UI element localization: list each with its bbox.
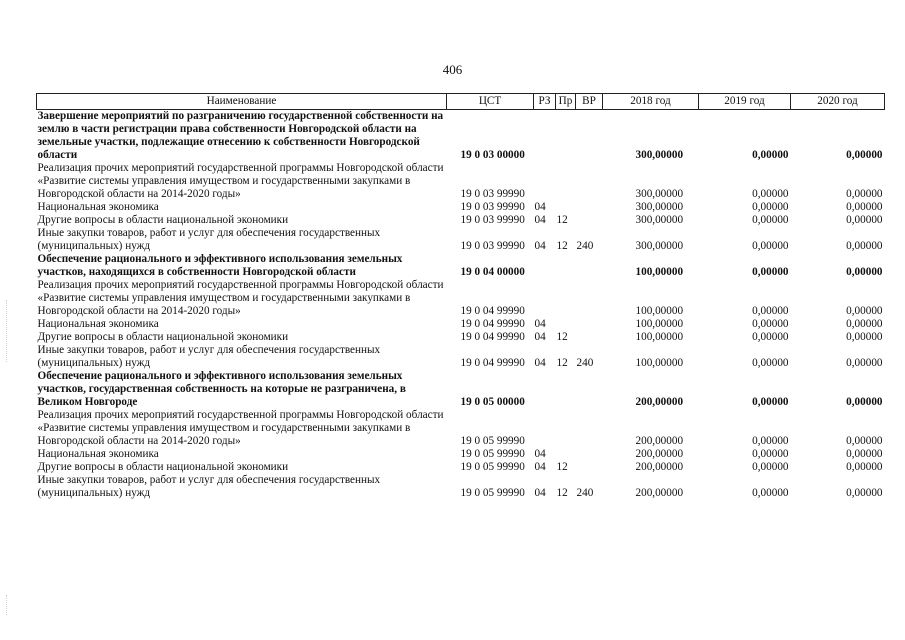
cell-y2019: 0,00000 <box>752 188 789 200</box>
cell-y2020: 0,00000 <box>846 396 883 408</box>
cell-y2018: 300,00000 <box>635 188 684 200</box>
cell-cst: 19 0 03 99990 <box>460 240 525 252</box>
cell-rz: 04 <box>534 357 546 369</box>
cell-pr: 12 <box>556 487 568 499</box>
cell-cst: 19 0 03 99990 <box>460 214 525 226</box>
cell-name: Иные закупки товаров, работ и услуг для обеспечения государственных (муниципальных) нужд <box>37 227 381 252</box>
cell-cst: 19 0 03 00000 <box>460 149 525 161</box>
cell-vr <box>576 409 603 448</box>
table-row <box>37 201 885 214</box>
cell-y2019: 0,00000 <box>752 201 789 213</box>
header-2020: 2020 год <box>791 94 885 110</box>
cell-vr <box>576 162 603 201</box>
cell-cst: 19 0 05 99990 <box>460 448 525 460</box>
cell-name: Обеспечение рационального и эффективного использования земельных участков, государственная собственность на которые не разграничена, в Великом Новгороде <box>37 370 406 408</box>
cell-y2018: 100,00000 <box>635 357 684 369</box>
cell-rz <box>534 370 556 409</box>
cell-y2019: 0,00000 <box>752 149 789 161</box>
cell-vr: 240 <box>576 487 594 499</box>
cell-y2020: 0,00000 <box>846 305 883 317</box>
cell-vr <box>576 370 603 409</box>
cell-cst: 19 0 05 99990 <box>460 461 525 473</box>
cell-pr: 12 <box>556 214 568 226</box>
cell-pr <box>556 162 576 201</box>
table-row <box>37 162 885 201</box>
cell-y2019: 0,00000 <box>752 240 789 252</box>
cell-pr: 12 <box>556 461 568 473</box>
cell-pr <box>556 253 576 279</box>
table-row <box>37 370 885 409</box>
cell-pr <box>556 370 576 409</box>
cell-y2020: 0,00000 <box>846 461 883 473</box>
cell-name: Другие вопросы в области национальной экономики <box>37 461 289 473</box>
cell-pr: 12 <box>556 331 568 343</box>
cell-y2020: 0,00000 <box>846 149 883 161</box>
cell-vr <box>576 201 603 214</box>
cell-rz: 04 <box>534 318 546 330</box>
table-row <box>37 318 885 331</box>
cell-rz <box>534 110 556 163</box>
cell-vr <box>576 461 603 474</box>
cell-y2018: 300,00000 <box>635 240 684 252</box>
cell-y2019: 0,00000 <box>752 331 789 343</box>
cell-name: Завершение мероприятий по разграничению государственной собственности на землю в части регистрации права собственности Новгородской области на земельные участки, подлежащие отнесению к собственности Новгородской области <box>37 110 444 161</box>
cell-pr <box>556 279 576 318</box>
table-row <box>37 110 885 163</box>
cell-y2018: 100,00000 <box>635 331 684 343</box>
cell-name: Реализация прочих мероприятий государственной программы Новгородской области «Развитие системы управления имуществом и государственными закупками в Новгородской области на 2014-2020 годы» <box>37 279 444 317</box>
header-2019: 2019 год <box>699 94 791 110</box>
cell-vr <box>576 214 603 227</box>
cell-y2018: 200,00000 <box>635 435 684 447</box>
cell-name: Другие вопросы в области национальной экономики <box>37 331 289 343</box>
cell-y2020: 0,00000 <box>846 214 883 226</box>
table-row <box>37 409 885 448</box>
table-row <box>37 227 885 253</box>
cell-y2019: 0,00000 <box>752 435 789 447</box>
cell-rz: 04 <box>534 448 546 460</box>
cell-pr <box>556 448 576 461</box>
cell-y2019: 0,00000 <box>752 305 789 317</box>
cell-vr: 240 <box>576 357 594 369</box>
cell-pr <box>556 318 576 331</box>
cell-y2018: 100,00000 <box>635 305 684 317</box>
table-row <box>37 331 885 344</box>
cell-vr <box>576 110 603 163</box>
cell-y2020: 0,00000 <box>846 448 883 460</box>
cell-rz: 04 <box>534 214 546 226</box>
cell-y2018: 300,00000 <box>635 201 684 213</box>
scan-margin-mark <box>6 300 8 362</box>
cell-pr <box>556 201 576 214</box>
table-body <box>37 110 885 501</box>
cell-y2020: 0,00000 <box>846 266 883 278</box>
cell-rz: 04 <box>534 487 546 499</box>
table-row <box>37 461 885 474</box>
cell-y2019: 0,00000 <box>752 266 789 278</box>
header-vr: ВР <box>576 94 603 110</box>
cell-y2020: 0,00000 <box>846 240 883 252</box>
cell-vr <box>576 318 603 331</box>
page-number: 406 <box>442 62 463 77</box>
cell-y2019: 0,00000 <box>752 214 789 226</box>
cell-name: Реализация прочих мероприятий государственной программы Новгородской области «Развитие системы управления имуществом и государственными закупками в Новгородской области на 2014-2020 годы» <box>37 162 444 200</box>
cell-name: Национальная экономика <box>37 448 159 460</box>
cell-y2018: 300,00000 <box>635 214 684 226</box>
table-row <box>37 279 885 318</box>
cell-y2020: 0,00000 <box>846 201 883 213</box>
cell-cst: 19 0 03 99990 <box>460 188 525 200</box>
cell-name: Другие вопросы в области национальной экономики <box>37 214 289 226</box>
budget-table <box>36 93 885 500</box>
cell-cst: 19 0 04 99990 <box>460 318 525 330</box>
header-pr: Пр <box>556 94 576 110</box>
cell-y2019: 0,00000 <box>752 318 789 330</box>
cell-rz: 04 <box>534 240 546 252</box>
cell-y2019: 0,00000 <box>752 357 789 369</box>
cell-pr: 12 <box>556 240 568 252</box>
cell-y2020: 0,00000 <box>846 357 883 369</box>
cell-rz <box>534 162 556 201</box>
cell-y2019: 0,00000 <box>752 396 789 408</box>
cell-name: Иные закупки товаров, работ и услуг для обеспечения государственных (муниципальных) нужд <box>37 474 381 499</box>
cell-y2019: 0,00000 <box>752 461 789 473</box>
cell-vr <box>576 331 603 344</box>
cell-vr <box>576 448 603 461</box>
cell-y2020: 0,00000 <box>846 435 883 447</box>
cell-name: Обеспечение рационального и эффективного использования земельных участков, находящихся в собственности Новгородской области <box>37 253 403 278</box>
cell-cst: 19 0 05 99990 <box>460 435 525 447</box>
cell-y2019: 0,00000 <box>752 448 789 460</box>
cell-y2018: 100,00000 <box>635 266 684 278</box>
cell-cst: 19 0 05 00000 <box>460 396 525 408</box>
cell-y2018: 200,00000 <box>635 461 684 473</box>
cell-y2020: 0,00000 <box>846 487 883 499</box>
cell-rz <box>534 409 556 448</box>
cell-rz: 04 <box>534 331 546 343</box>
cell-y2019: 0,00000 <box>752 487 789 499</box>
cell-name: Национальная экономика <box>37 318 159 330</box>
table-row <box>37 448 885 461</box>
table-row <box>37 214 885 227</box>
cell-vr <box>576 253 603 279</box>
cell-y2020: 0,00000 <box>846 318 883 330</box>
cell-rz: 04 <box>534 461 546 473</box>
cell-y2018: 300,00000 <box>635 149 684 161</box>
cell-name: Национальная экономика <box>37 201 159 213</box>
cell-y2018: 100,00000 <box>635 318 684 330</box>
cell-rz <box>534 253 556 279</box>
header-name: Наименование <box>37 94 447 110</box>
scan-margin-mark <box>6 595 8 615</box>
cell-cst: 19 0 05 99990 <box>460 487 525 499</box>
cell-rz: 04 <box>534 201 546 213</box>
table-header <box>37 94 885 110</box>
header-2018: 2018 год <box>603 94 699 110</box>
cell-y2018: 200,00000 <box>635 487 684 499</box>
table-row <box>37 344 885 370</box>
cell-pr <box>556 409 576 448</box>
cell-pr <box>556 110 576 163</box>
cell-pr: 12 <box>556 357 568 369</box>
cell-y2020: 0,00000 <box>846 188 883 200</box>
header-cst: ЦСТ <box>447 94 534 110</box>
cell-rz <box>534 279 556 318</box>
cell-name: Реализация прочих мероприятий государственной программы Новгородской области «Развитие системы управления имуществом и государственными закупками в Новгородской области на 2014-2020 годы» <box>37 409 444 447</box>
cell-cst: 19 0 04 99990 <box>460 357 525 369</box>
cell-y2018: 200,00000 <box>635 448 684 460</box>
cell-vr: 240 <box>576 240 594 252</box>
cell-y2018: 200,00000 <box>635 396 684 408</box>
cell-cst: 19 0 03 99990 <box>460 201 525 213</box>
cell-name: Иные закупки товаров, работ и услуг для обеспечения государственных (муниципальных) нужд <box>37 344 381 369</box>
table-row <box>37 253 885 279</box>
cell-cst: 19 0 04 99990 <box>460 331 525 343</box>
cell-vr <box>576 279 603 318</box>
cell-cst: 19 0 04 99990 <box>460 305 525 317</box>
header-rz: РЗ <box>534 94 556 110</box>
cell-y2020: 0,00000 <box>846 331 883 343</box>
cell-cst: 19 0 04 00000 <box>460 266 525 278</box>
table-row <box>37 474 885 500</box>
